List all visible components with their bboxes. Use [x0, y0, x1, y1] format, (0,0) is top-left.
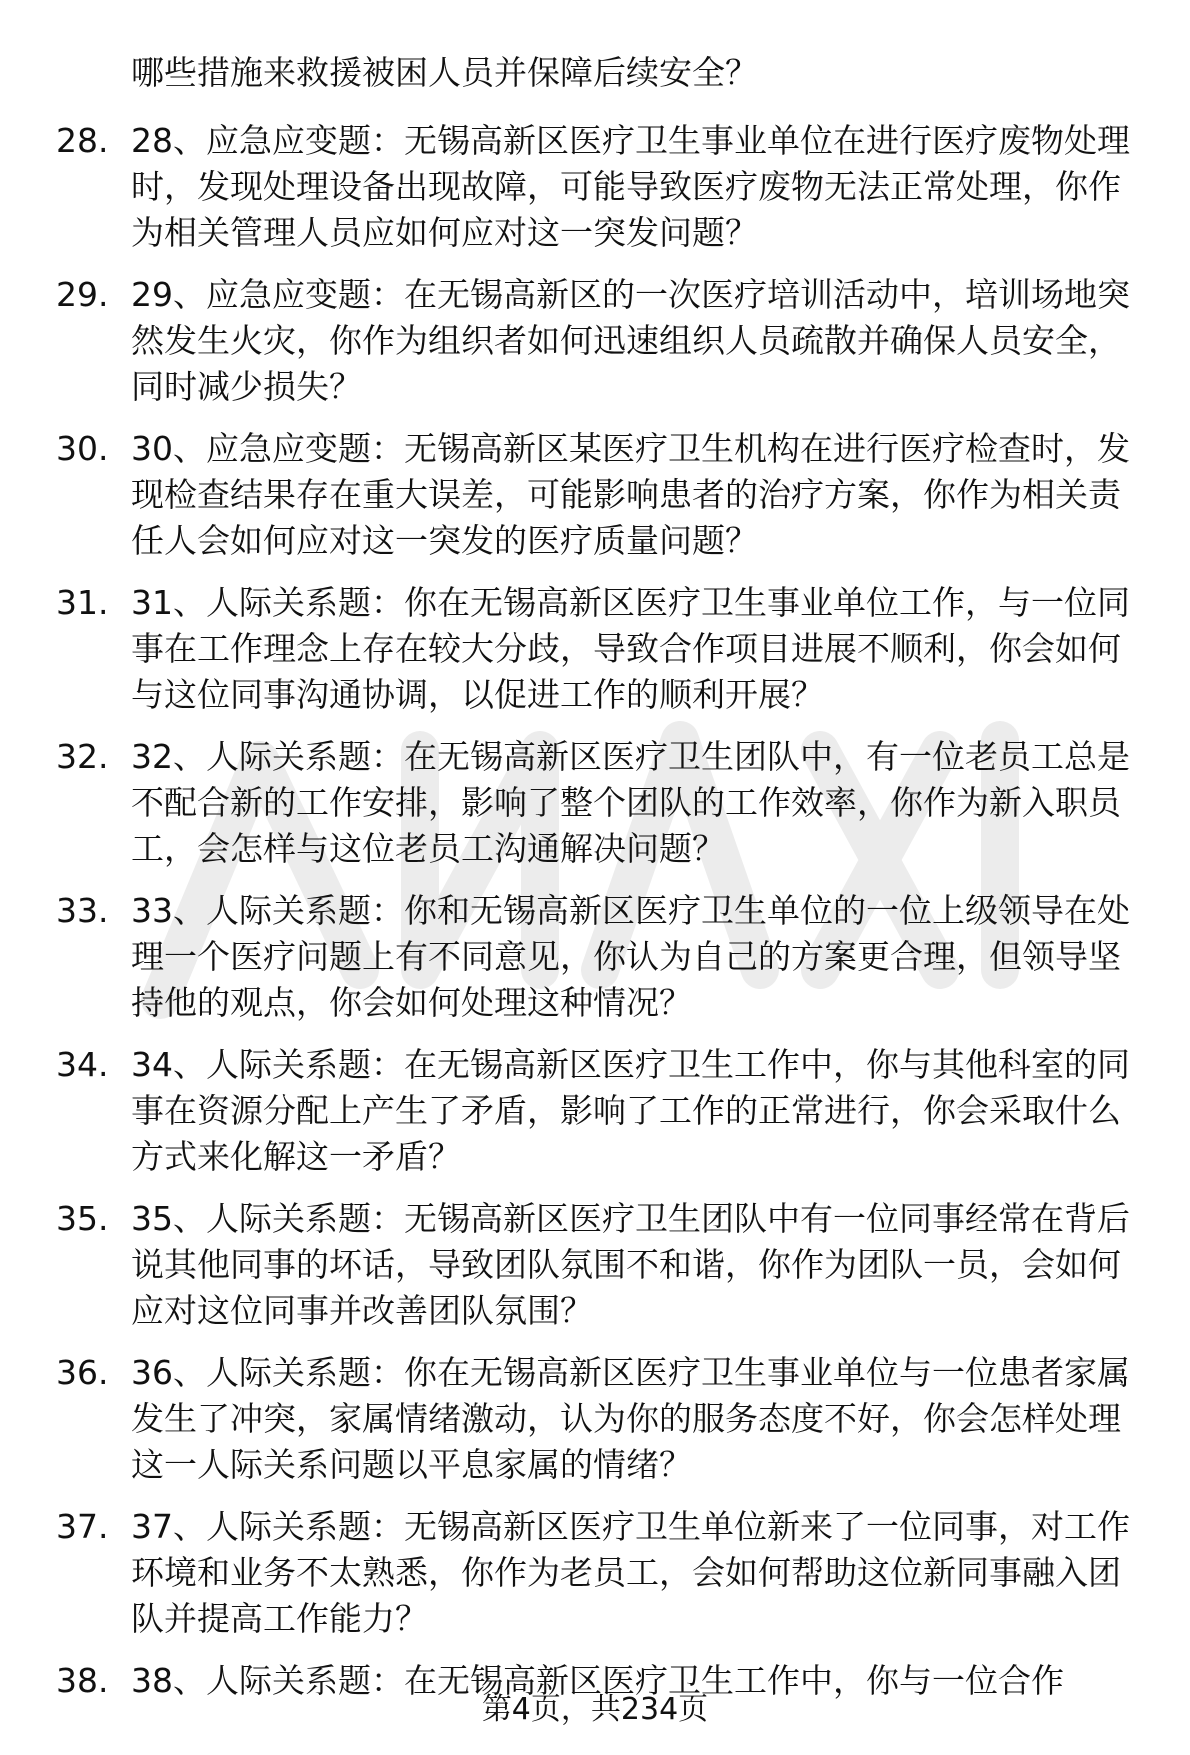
question-text: 30、应急应变题：无锡高新区某医疗卫生机构在进行医疗检查时，发现检查结果存在重大误差，可能影响患者的治疗方案，你作为相关责任人会如何应对这一突发的医疗质量问题？ [131, 429, 1130, 560]
list-item [0, 1504, 1190, 1642]
question-number: 34. [56, 1045, 109, 1084]
list-item [0, 1196, 1190, 1334]
question-text: 28、应急应变题：无锡高新区医疗卫生事业单位在进行医疗废物处理时，发现处理设备出现故障，可能导致医疗废物无法正常处理，你作为相关管理人员应如何应对这一突发问题？ [131, 121, 1130, 252]
question-number: 35. [56, 1199, 109, 1238]
list-item [0, 272, 1190, 410]
question-text: 29、应急应变题：在无锡高新区的一次医疗培训活动中，培训场地突然发生火灾，你作为组织者如何迅速组织人员疏散并确保人员安全，同时减少损失？ [131, 275, 1130, 406]
question-text: 31、人际关系题：你在无锡高新区医疗卫生事业单位工作，与一位同事在工作理念上存在较大分歧，导致合作项目进展不顺利，你会如何与这位同事沟通协调，以促进工作的顺利开展？ [131, 583, 1130, 714]
question-number: 28. [56, 121, 109, 160]
continuation-text: 哪些措施来救援被困人员并保障后续安全？ [131, 53, 758, 92]
question-text: 37、人际关系题：无锡高新区医疗卫生单位新来了一位同事，对工作环境和业务不太熟悉，你作为老员工，会如何帮助这位新同事融入团队并提高工作能力？ [131, 1507, 1130, 1638]
question-number: 32. [56, 737, 109, 776]
question-text: 36、人际关系题：你在无锡高新区医疗卫生事业单位与一位患者家属发生了冲突，家属情绪激动，认为你的服务态度不好，你会怎样处理这一人际关系问题以平息家属的情绪？ [131, 1353, 1130, 1484]
question-text: 34、人际关系题：在无锡高新区医疗卫生工作中，你与其他科室的同事在资源分配上产生了矛盾，影响了工作的正常进行，你会采取什么方式来化解这一矛盾？ [131, 1045, 1130, 1176]
question-number: 33. [56, 891, 109, 930]
question-number: 36. [56, 1353, 109, 1392]
list-item [0, 426, 1190, 564]
page-footer: 第4页，共234页 [481, 1692, 709, 1727]
question-text: 35、人际关系题：无锡高新区医疗卫生团队中有一位同事经常在背后说其他同事的坏话，导致团队氛围不和谐，你作为团队一员，会如何应对这位同事并改善团队氛围？ [131, 1199, 1130, 1330]
list-item [0, 1042, 1190, 1180]
list-item [0, 1350, 1190, 1488]
question-number: 37. [56, 1507, 109, 1546]
question-number: 30. [56, 429, 109, 468]
question-text: 32、人际关系题：在无锡高新区医疗卫生团队中，有一位老员工总是不配合新的工作安排，影响了整个团队的工作效率，你作为新入职员工，会怎样与这位老员工沟通解决问题？ [131, 737, 1130, 868]
question-number: 31. [56, 583, 109, 622]
list-item [0, 580, 1190, 718]
list-item [0, 734, 1190, 872]
question-number: 38. [56, 1661, 109, 1700]
question-list [0, 118, 1190, 1720]
list-item [0, 888, 1190, 1026]
list-item [0, 118, 1190, 256]
question-text: 38、人际关系题：在无锡高新区医疗卫生工作中，你与一位合作 [131, 1661, 1064, 1700]
question-text: 33、人际关系题：你和无锡高新区医疗卫生单位的一位上级领导在处理一个医疗问题上有不同意见，你认为自己的方案更合理，但领导坚持他的观点，你会如何处理这种情况？ [131, 891, 1130, 1022]
question-number: 29. [56, 275, 109, 314]
